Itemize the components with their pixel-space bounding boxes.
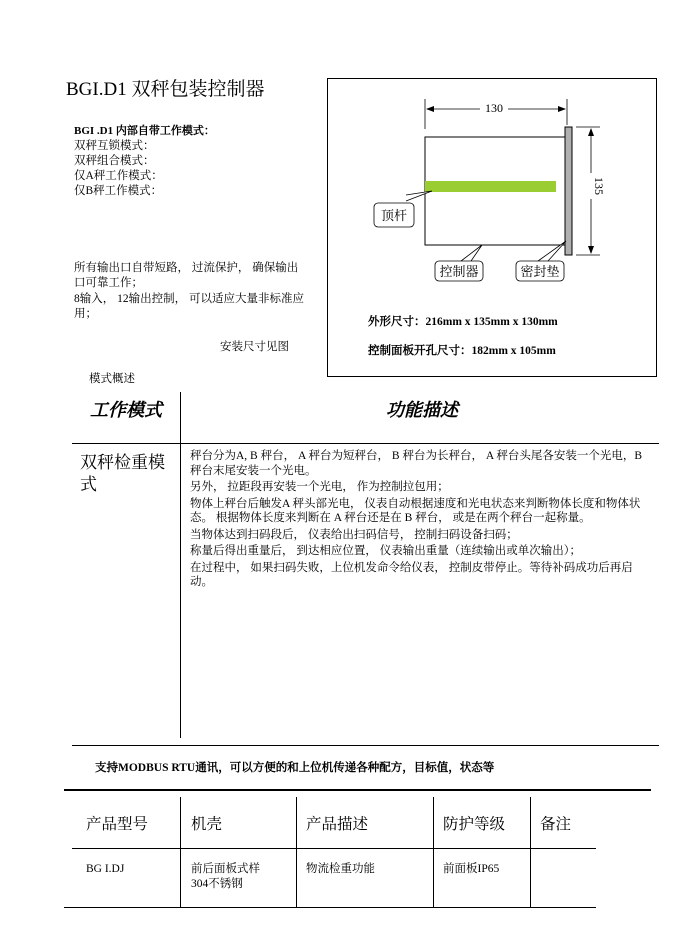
desc-paragraph: 另外， 拉距段再安装一个光电， 作为控制拉包用； bbox=[190, 481, 449, 493]
product-header-model: 产品型号 bbox=[86, 816, 149, 833]
mode-name-dual-checkweigh: 双秤检重模式 bbox=[80, 453, 165, 494]
product-table-top-line bbox=[64, 789, 651, 791]
push-rod-bar bbox=[425, 181, 556, 192]
install-note: 安装尺寸见图 bbox=[220, 341, 289, 353]
product-table-bottom-line bbox=[64, 907, 596, 908]
desc-paragraph: 秤台分为A, B 秤台， A 秤台为短秤台， B 秤台为长秤台， A 秤台头尾各安装一个光电，B 秤台末尾安装一个光电。 bbox=[190, 450, 643, 477]
table-header-divider bbox=[72, 443, 659, 444]
mode-item-a-only: 仅A秤工作模式： bbox=[74, 170, 163, 182]
modes-heading: BGI .D1 内部自带工作模式： bbox=[74, 125, 215, 137]
product-header-divider bbox=[72, 848, 596, 849]
mode-item-b-only: 仅B秤工作模式： bbox=[74, 185, 163, 197]
dim-width-label: 130 bbox=[485, 101, 503, 115]
desc-paragraph: 当物体达到扫码段后， 仪表给出扫码信号， 控制扫码设备扫码； bbox=[190, 528, 518, 541]
desc-paragraph: 物体上秤台后触发A 秤头部光电， 仪表自动根据速度和光电状态来判断物体长度和物体状态。 根据物体长度来判断在 A 秤台还是在 B 秤台， 或是在两个秤台一起称量。 bbox=[190, 497, 641, 524]
callout-seal: 密封垫 bbox=[520, 265, 560, 280]
feature-protection: 所有输出口自带短路， 过流保护， 确保输出口可靠工作； bbox=[74, 262, 299, 289]
dimension-diagram bbox=[327, 78, 657, 377]
table-column-divider bbox=[180, 392, 181, 738]
outer-dimensions: 外形尺寸：216mm x 135mm x 130mm bbox=[368, 316, 558, 328]
page-title: BGI.D1 双秤包装控制器 bbox=[66, 79, 265, 100]
product-cell-description: 物流检重功能 bbox=[306, 863, 375, 875]
feature-io: 8输入， 12输出控制， 可以适应大量非标准应用； bbox=[74, 293, 304, 320]
product-cell-model: BG I.DJ bbox=[86, 863, 125, 875]
panel-cutout: 控制面板开孔尺寸：182mm x 105mm bbox=[368, 345, 556, 357]
product-cell-shell: 前后面板式样304不锈钢 bbox=[191, 863, 260, 890]
diagram-drawing bbox=[328, 79, 658, 378]
product-header-description: 产品描述 bbox=[306, 816, 369, 833]
product-col-divider bbox=[530, 797, 531, 907]
callout-controller: 控制器 bbox=[439, 265, 479, 280]
dim-height-label: 135 bbox=[592, 177, 606, 195]
desc-paragraph: 称量后得出重量后， 到达相应位置， 仪表输出重量（连续输出或单次输出）； bbox=[190, 545, 581, 557]
desc-paragraph: 在过程中， 如果扫码失败，上位机发命令给仪表， 控制皮带停止。等待补码成功后再启动。 bbox=[190, 561, 633, 588]
mode-overview-label: 模式概述 bbox=[89, 373, 135, 385]
product-col-divider bbox=[296, 797, 297, 907]
product-cell-protection: 前面板IP65 bbox=[443, 863, 500, 875]
mode-item-interlock: 双秤互锁模式： bbox=[74, 140, 155, 152]
modbus-note: 支持MODBUS RTU通讯，可以方便的和上位机传递各种配方，目标值，状态等 bbox=[95, 762, 495, 774]
mode-item-combination: 双秤组合模式： bbox=[74, 155, 155, 167]
table-header-work-mode: 工作模式 bbox=[90, 400, 162, 420]
callout-push-rod: 顶杆 bbox=[380, 209, 408, 224]
product-col-divider bbox=[180, 797, 181, 907]
mode-description bbox=[190, 449, 648, 592]
product-header-remark: 备注 bbox=[540, 816, 572, 833]
product-header-protection: 防护等级 bbox=[443, 816, 506, 833]
product-header-shell: 机壳 bbox=[191, 816, 223, 833]
table-bottom-line bbox=[72, 745, 659, 746]
table-header-function: 功能描述 bbox=[386, 400, 458, 420]
product-col-divider bbox=[433, 797, 434, 907]
